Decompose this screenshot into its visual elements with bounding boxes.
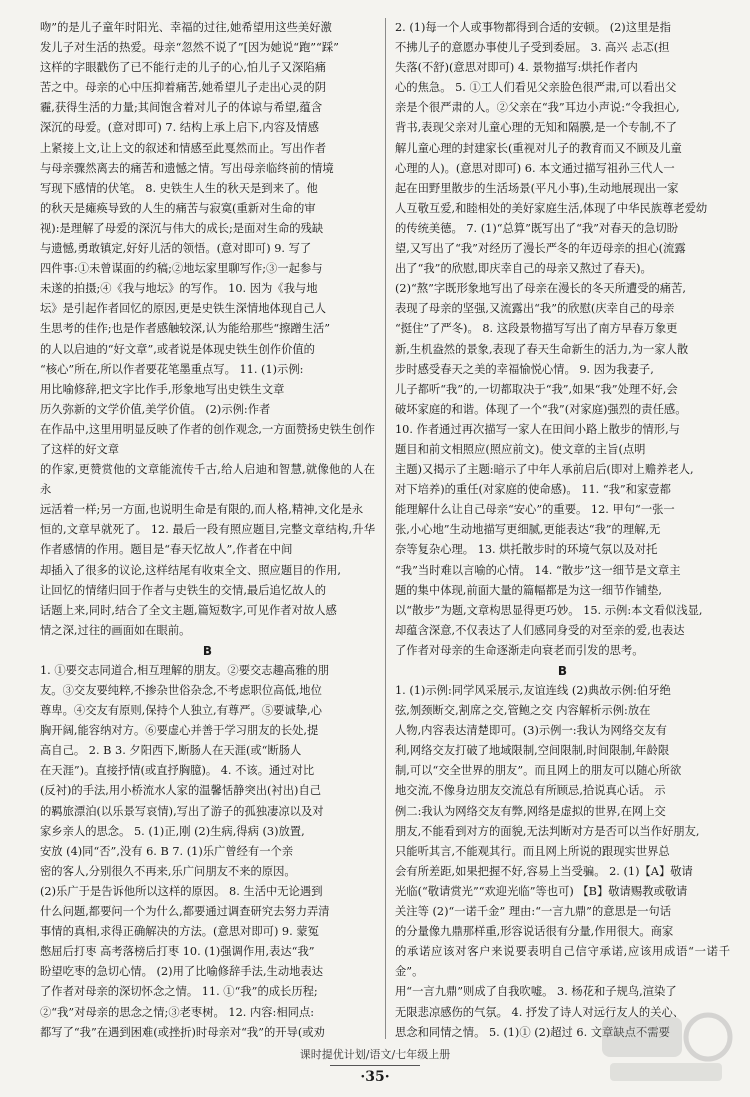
- text-line: 与母亲骤然离去的痛苦和遗憾之情。写出母亲临终前的情境: [40, 161, 334, 175]
- text-line: 1. ①要交志同道合,相互理解的朋友。②要交志趣高雅的朋: [40, 663, 330, 677]
- text-line: ②“我”对母亲的思念之情;③老枣树。 12. 内容:相同点:: [40, 1005, 315, 1019]
- text-line: 主题)又揭示了主题:暗示了中年人承前启后(即对上赡养老人,: [395, 463, 694, 477]
- text-line: 朋友,不能看到对方的面貌,无法判断对方是否可以当作好朋友,: [395, 824, 700, 838]
- text-line: 1. (1)示例:同学风采展示,友谊连线 (2)典故示例:伯牙绝: [395, 684, 671, 697]
- text-line: 对下培养)的重任(对家庭的使命感)。 11. “我”和家壹都: [395, 483, 671, 497]
- text-line: 10. 作者通过再次描写一家人在田间小路上散步的情形,与: [395, 422, 680, 436]
- text-line: 步时感受春天之美的幸福愉悦心情。 9. 因为我妻子,: [395, 362, 654, 376]
- text-line: 恒的,文章早就死了。 12. 最后一段有照应题目,完整文章结构,升华作者感情的作用。题目是“春天忆故人”,作者在中间: [40, 523, 375, 557]
- text-line: 话题上来,同时,结合了全文主题,篇短数字,可见作者对故人感: [40, 603, 337, 617]
- text-line: 却蕴含深意,不仅表达了人们感同身受的对至亲的爱,也表达: [395, 623, 685, 637]
- watermark-logo-icon: [596, 1007, 736, 1089]
- text-line: 上紧接上文,让上文的叙述和情感至此戛然而止。写出作者: [40, 141, 327, 155]
- text-line: “核心”所在,所以作者要花笔墨重点写。 11. (1)示例:: [40, 362, 304, 376]
- text-line: 新,生机盎然的景象,表现了春天生命新生的活力,为一家人散: [395, 342, 689, 356]
- footer-rule: [330, 1065, 420, 1066]
- text-line: 什么问题,都要问一个为什么,都要通过调查研究去努力弄清: [40, 905, 330, 919]
- text-line: 未遂的拍摄;④《我与地坛》的写作。 10. 因为《我与地: [40, 282, 318, 296]
- text-line: 题的集中体现,前面大量的篇幅都是为这一细节作铺垫,: [395, 583, 663, 597]
- text-line: (反衬)的手法,用小桥流水人家的温馨恬静突出(衬出)自己: [40, 784, 322, 798]
- text-line: 让回忆的情绪归回于作者与史铁生的交情,最后追忆故人的: [40, 583, 327, 597]
- text-line: 题目和前文相照应(照应前文)。使文章的主旨(点明: [395, 442, 646, 456]
- text-line: 表现了母亲的坚强,又流露出“我”的欣慰(庆幸自己的母亲: [395, 302, 675, 316]
- section-b-heading-right: B: [557, 664, 568, 678]
- text-line: 与遗憾,勇敢镇定,好好儿活的领悟。(意对即可) 9. 写了: [40, 242, 312, 256]
- text-line: 只能听其言,不能观其行。而且网上所说的跟现实世界总: [395, 844, 670, 858]
- text-line: 写现下感情的伏笔。 8. 史铁生人生的秋天是到来了。他: [40, 181, 318, 195]
- text-line: 失落(不舒)(意思对即可) 4. 景物描写:烘托作者内: [395, 61, 638, 75]
- text-line: 苦之中。母亲的心中压抑着痛苦,她希望儿子走出心灵的阴: [40, 81, 327, 95]
- text-line: 深沉的母爱。(意对即可) 7. 结构上承上启下,内容及情感: [40, 121, 319, 135]
- text-line: 奈等复杂心理。 13. 烘托散步时的环境气氛以及对托: [395, 543, 658, 557]
- text-line: 起在田野里散步的生活场景(平凡小事),生动地展现出一家: [395, 181, 679, 195]
- text-line: 了作者对母亲的深切怀念之情。 11. ①“我”的成长历程;: [40, 985, 318, 999]
- text-line: 友。③交友要纯粹,不掺杂世俗杂念,不考虑职位高低,地位: [40, 684, 322, 697]
- text-line: 破坏家庭的和谐。体现了一个“我”(对家庭)强烈的责任感。: [395, 402, 687, 416]
- text-line: 在作品中,这里用明显反映了作者的创作观念,一方面赞扬史铁生创作了这样的好文章: [40, 422, 375, 456]
- text-line: 例二:我认为网络交友有弊,网络是虚拟的世界,在网上交: [395, 804, 666, 818]
- text-line: 都写了“我”在遇到困难(或挫折)时母亲对“我”的开导(或劝: [40, 1025, 325, 1039]
- text-line: 的作家,更赞赏他的文章能流传千古,给人启迪和智慧,就像他的人在永: [40, 463, 375, 497]
- text-line: 弦,刎颈断交,割席之交,管鲍之交 内容解析示例:放在: [395, 704, 651, 718]
- text-line: 却插入了很多的议论,这样结尾有收束全文、照应题目的作用,: [40, 563, 341, 577]
- text-line: 在天涯”)。直接抒情(或直抒胸臆)。 4. 不该。通过对比: [40, 764, 315, 778]
- text-line: 无限悲凉感伤的气氛。 4. 抒发了诗人对远行友人的关心、: [395, 1005, 685, 1019]
- right-column: [395, 18, 730, 1039]
- text-line: 人互敬互爱,和睦相处的美好家庭生活,体现了中华民族尊老爱幼: [395, 201, 708, 215]
- text-line: 能理解什么让自己母亲“安心”的重要。 12. 甲句“一张一: [395, 503, 675, 517]
- text-line: 尊卑。④交友有原则,保持个人独立,有尊严。⑤要诚挚,心: [40, 704, 322, 718]
- text-line: 盼望吃枣的急切心情。 (2)用了比喻修辞手法,生动地表达: [40, 965, 324, 979]
- text-line: 视):是理解了母爱的深沉与伟大的成长;是面对生命的残缺: [40, 221, 324, 235]
- left-answers-part-1: [40, 18, 375, 641]
- text-line: 不拂儿子的意愿办事使儿子受到委屈。 3. 高兴 忐忑(担: [395, 41, 670, 55]
- text-line: “我”当时难以言喻的心情。 14. “散步”这一细节是文章主: [395, 563, 681, 577]
- text-line: 制,可以“交全世界的朋友”。而且网上的朋友可以随心所欲: [395, 764, 682, 778]
- section-b-heading: B: [202, 643, 213, 658]
- text-line: 的人以启迪的“好文章”,或者说是体现史铁生创作价值的: [40, 342, 315, 356]
- text-line: 望,又写出了“我”对经历了漫长严冬的年迈母亲的担心(流露: [395, 242, 686, 256]
- text-line: 心的焦急。 5. ①工人们看见父亲脸色很严肃,可以看出父: [395, 81, 677, 95]
- text-line: 用“一言九鼎”则成了自我吹嘘。 3. 杨花和子规鸟,渲染了: [395, 985, 677, 999]
- text-line: 高自己。 2. B 3. 夕阳西下,断肠人在天涯(或“断肠人: [40, 744, 302, 758]
- text-line: 利,网络交友打破了地域限制,空间限制,时间限制,年龄限: [395, 744, 670, 758]
- text-line: 吻”的是儿子童年时阳光、幸福的过往,她希望用这些美好激: [40, 21, 332, 34]
- text-line: 生思考的佳作;也是作者感触较深,认为能给那些“擦蹭生活”: [40, 322, 331, 336]
- text-line: (2)“熬”字既形象地写出了母亲在漫长的冬天所遭受的痛苦,: [395, 282, 686, 296]
- text-line: 心理的人)。(意思对即可) 6. 本文通过描写祖孙三代人一: [395, 161, 675, 175]
- footer-book-title: 课时提优计划/语文/七年级上册: [299, 1048, 451, 1061]
- text-line: 了作者对母亲的生命逐渐走向衰老而引发的思考。: [395, 643, 644, 657]
- text-line: 儿子都听“我”的,一切都取决于“我”,如果“我”处理不好,会: [395, 382, 678, 396]
- text-line: 四件事:①未曾谋面的约稿;②地坛家里聊写作;③一起参与: [40, 262, 323, 276]
- text-line: 情之深,过往的画面如在眼前。: [40, 623, 191, 637]
- text-line: 发儿子对生活的热爱。母亲“忽然不说了”[因为她说“跑”“踩”: [40, 41, 339, 55]
- text-line: 事情的真相,求得正确解决的方法。(意思对即可) 9. 蒙冤: [40, 925, 319, 939]
- text-line: 安放 (4)同“否”,没有 6. B 7. (1)乐广曾经有一个亲: [40, 844, 294, 858]
- text-line: 用比喻修辞,把文字比作手,形象地写出史铁生文章: [40, 382, 285, 396]
- text-line: 背书,表现父亲对儿童心理的无知和隔膜,是一个专制,不了: [395, 121, 677, 135]
- text-line: 张,小心地”生动地描写更细腻,更能表达“我”的理解,无: [395, 523, 661, 537]
- text-line: “挺住”了严冬)。 8. 这段景物描写写出了南方早春万象更: [395, 322, 678, 336]
- text-line: 的秋天是瘫痪导致的人生的痛苦与寂寞(重新对生命的审: [40, 201, 316, 215]
- text-line: 出了“我”的欣慰,即庆幸自己的母亲又熬过了春天)。: [395, 262, 652, 276]
- text-line: 的传统美德。 7. (1)“总算”既写出了“我”对春天的急切盼: [395, 221, 679, 235]
- text-line: 家乡亲人的思念。 5. (1)正,刚 (2)生病,得病 (3)放置,: [40, 824, 305, 838]
- text-line: 的羁旅漂泊(以乐景写哀情),写出了游子的孤独凄凉以及对: [40, 804, 324, 818]
- text-line: 2. (1)每一个人或事物都得到合适的安顿。 (2)这里是指: [395, 21, 671, 34]
- text-line: 关注等 (2)“一诺千金” 理由:“一言九鼎”的意思是一句话: [395, 905, 672, 919]
- text-line: 解儿童心理的封建家长(重视对儿子的教育而又不顾及儿童: [395, 141, 682, 155]
- text-line: 光临(“敬请赏光”“欢迎光临”等也可) 【B】敬请赐教或敬请: [395, 884, 688, 898]
- text-line: 胸开阔,能容纳对方。⑥要虚心并善于学习朋友的长处,提: [40, 724, 319, 738]
- text-line: 远活着一样;另一方面,也说明生命是有限的,而人格,精神,文化是永: [40, 503, 364, 517]
- text-line: 的分量像九鼎那样重,形容说话很有分量,作用很大。商家: [395, 925, 674, 939]
- text-line: 地交流,不像身边朋友交流总有所顾忌,拾说真心话。 示: [395, 784, 666, 798]
- text-line: 思念和同情之情。 5. (1)① (2)超过 6. 文章缺点不需要: [395, 1025, 670, 1039]
- text-line: 历久弥新的文学价值,美学价值。 (2)示例:作者: [40, 402, 271, 416]
- column-divider: [385, 18, 386, 1039]
- page-number: ·35·: [360, 1069, 390, 1085]
- left-column: [40, 18, 375, 1039]
- text-line: 以“散步”为题,文章构思显得更巧妙。 15. 示例:本文看似浅显,: [395, 603, 703, 617]
- text-line: 坛》是引起作者回忆的原因,更是史铁生深情地体现自己人: [40, 302, 327, 316]
- text-line: 这样的字眼戳伤了已不能行走的儿子的心,怕儿子又深陷痛: [40, 61, 327, 75]
- text-line: 密的客人,分别很久不再来,乐广问朋友不来的原因。: [40, 864, 296, 878]
- text-line: (2)乐广于是告诉他所以这样的原因。 8. 生活中无论遇到: [40, 884, 323, 898]
- text-line: 的承诺应该对客户来说要表明自己信守承诺,应该用成语“一诺千金”。: [395, 945, 730, 979]
- text-line: 亲是个很严肃的人。②父亲在“我”耳边小声说:“令我担心,: [395, 101, 680, 115]
- right-answers-part-1: [395, 18, 730, 661]
- text-line: 霾,获得生活的力量;其间饱含着对儿子的体谅与希望,蕴含: [40, 101, 323, 115]
- left-answers-part-2: [40, 661, 375, 1039]
- text-line: 会有所差距,如果把握不好,容易上当受骗。 2. (1)【A】敬请: [395, 864, 693, 878]
- right-answers-part-2: [395, 681, 730, 1039]
- text-line: 人物,内容表达清楚即可。(3)示例一:我认为网络交友有: [395, 724, 667, 738]
- text-line: 憋屈后打枣 高考落榜后打枣 10. (1)强调作用,表达“我”: [40, 945, 315, 959]
